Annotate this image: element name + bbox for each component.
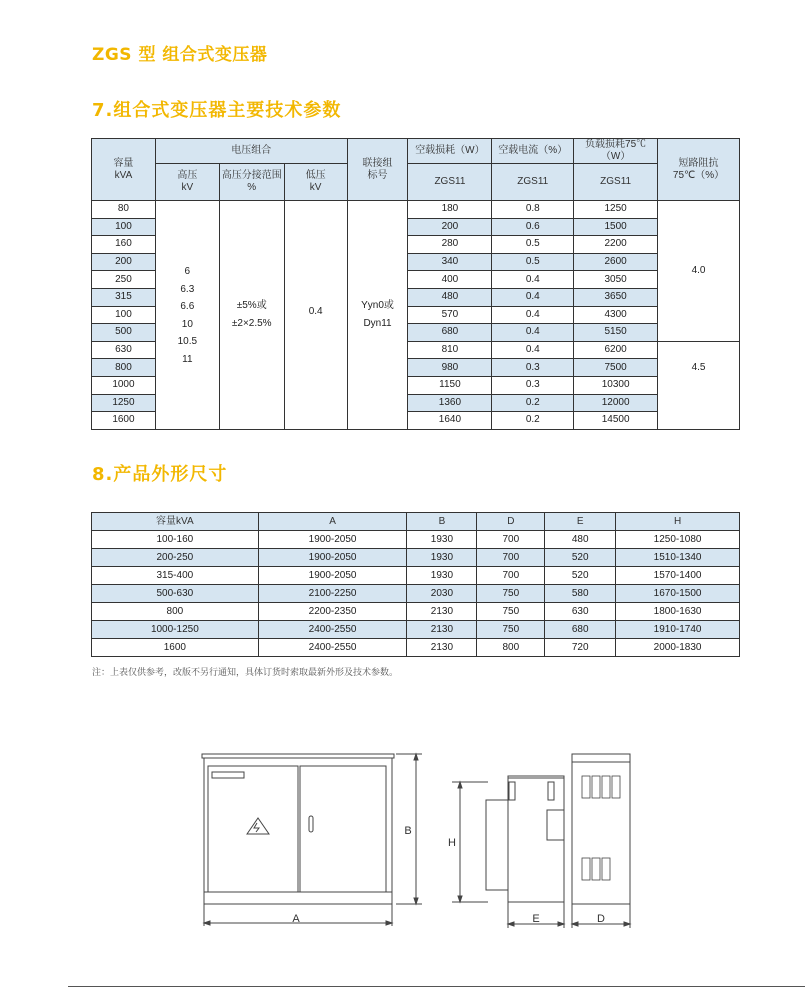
warning-icon [247,818,269,834]
table-row: 630 810 0.4 6200 4.5 [92,341,740,359]
h-load-loss: 负载损耗75℃（W） [574,139,658,164]
h-impedance: 短路阻抗 75℃（%） [658,139,740,201]
table-row: 315-400 1900-2050 1930 700 520 1570-1400 [92,567,740,585]
front-view [202,754,422,926]
h-model-3: ZGS11 [574,164,658,201]
table-row: 100-160 1900-2050 1930 700 480 1250-1080 [92,531,740,549]
impedance-a: 4.0 [658,201,740,342]
dim-label-e: E [532,913,540,925]
section7-title: 7.组合式变压器主要技术参数 [92,100,342,121]
footnote: 注：上表仅供参考，改版不另行通知，具体订货时索取最新外形及技术参数。 [92,668,399,678]
table-row: 250 400 0.4 3050 [92,271,740,289]
lv-value: 0.4 [284,201,347,430]
section8-title: 8.产品外形尺寸 [92,464,228,485]
bottom-rule [68,986,805,987]
tap-range: ±5%或 ±2×2.5% [219,201,284,430]
h-capacity: 容量 kVA [92,139,156,201]
impedance-b: 4.5 [658,341,740,429]
table-row: 1000-1250 2400-2550 2130 750 680 1910-1740 [92,621,740,639]
h-noload-loss: 空载损耗（W） [408,139,492,164]
h-connection: 联接组 标号 [347,139,408,201]
h-voltage-group: 电压组合 [155,139,347,164]
dim-label-h: H [448,837,456,849]
table-row: 315 480 0.4 3650 [92,288,740,306]
tech-params-table [91,138,740,430]
table-row: 1600 1640 0.2 14500 [92,412,740,430]
table-row: 1250 1360 0.2 12000 [92,394,740,412]
h-model-2: ZGS11 [492,164,574,201]
table-row: 100 200 0.6 1500 [92,218,740,236]
table-row: 80 6 6.3 6.6 10 10.5 11 ±5%或 ±2×2.5% 0.4 Yyn0或 Dyn11 180 0.8 1250 4.0 [92,201,740,219]
table-row: 500-630 2100-2250 2030 750 580 1670-1500 [92,585,740,603]
end-view [572,754,630,928]
table-row: 1000 1150 0.3 10300 [92,376,740,394]
table-row: 1600 2400-2550 2130 800 720 2000-1830 [92,639,740,657]
table-row: 500 680 0.4 5150 [92,324,740,342]
h-tap: 高压分接范围 % [219,164,284,201]
table-row: 800 980 0.3 7500 [92,359,740,377]
dim-label-d: D [597,913,605,925]
table-row: 200-250 1900-2050 1930 700 520 1510-1340 [92,549,740,567]
table-row: 800 2200-2350 2130 750 630 1800-1630 [92,603,740,621]
h-hv: 高压 kV [155,164,219,201]
dimensions-header: 容量kVA A B D E H [92,513,740,531]
h-noload-current: 空载电流（%） [492,139,574,164]
table-row: 200 340 0.5 2600 [92,253,740,271]
h-lv: 低压 kV [284,164,347,201]
h-model-1: ZGS11 [408,164,492,201]
table-row: 100 570 0.4 4300 [92,306,740,324]
outline-drawing [190,740,650,940]
dim-label-a: A [292,913,300,925]
connection-group: Yyn0或 Dyn11 [347,201,408,430]
side-view [452,776,564,928]
hv-values: 6 6.3 6.6 10 10.5 11 [155,201,219,430]
header-title: ZGS 型 组合式变压器 [92,45,268,65]
dim-label-b: B [404,825,412,837]
table-row: 160 280 0.5 2200 [92,236,740,254]
dimensions-table [91,512,740,657]
